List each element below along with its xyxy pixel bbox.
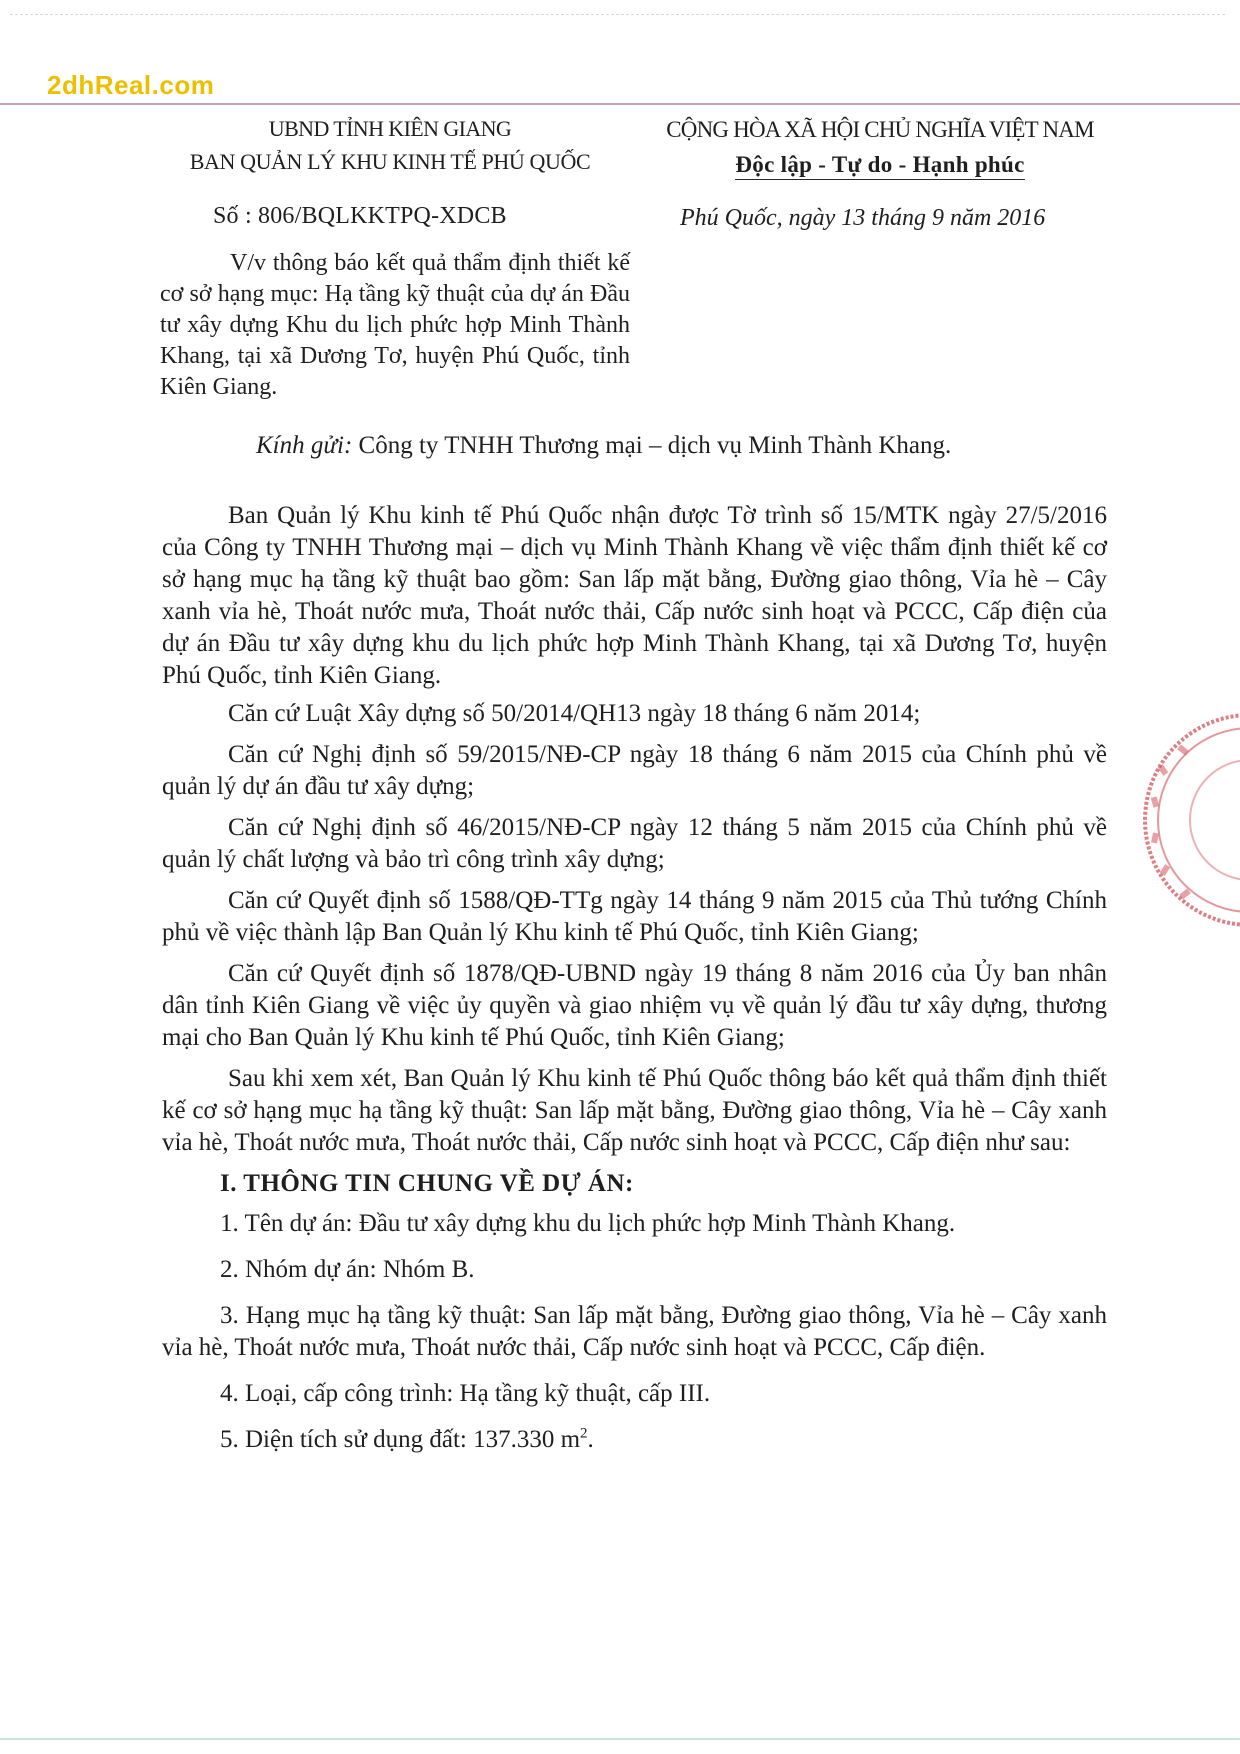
body-paragraph: Ban Quản lý Khu kinh tế Phú Quốc nhận được Tờ trình số 15/MTK ngày 27/5/2016 của Công ty TNHH Thương mại – dịch vụ Minh Thành Khang về việc thẩm định thiết kế cơ sở hạng mục hạ tầng kỹ thuật bao gồm: San lấp mặt bằng, Đường giao thông, Vỉa hè – Cây xanh vỉa hè, Thoát nước mưa, Thoát nước thải, Cấp nước sinh hoạt và PCCC, Cấp điện của dự án Đầu tư xây dựng khu du lịch phức hợp Minh Thành Khang, tại xã Dương Tơ, huyện Phú Quốc, tỉnh Kiên Giang.: [162, 502, 1107, 689]
place-date: Phú Quốc, ngày 13 tháng 9 năm 2016: [680, 205, 1046, 231]
top-rule: [0, 103, 1240, 105]
official-seal-stamp: [1140, 705, 1240, 935]
document-number: Số : 806/BQLKKTPQ-XDCB: [213, 203, 507, 229]
list-item: 4. Loại, cấp công trình: Hạ tầng kỹ thuật, cấp III.: [220, 1380, 711, 1407]
subject-block: [160, 248, 630, 403]
national-title: CỘNG HÒA XÃ HỘI CHỦ NGHĨA VIỆT NAM: [666, 117, 1094, 142]
area-superscript: 2: [580, 1425, 588, 1442]
bottom-rule: [0, 1738, 1240, 1740]
body-paragraph: Sau khi xem xét, Ban Quản lý Khu kinh tế Phú Quốc thông báo kết quả thẩm định thiết kế cơ sở hạng mục hạ tầng kỹ thuật: San lấp mặt bằng, Đường giao thông, Vỉa hè – Cây xanh vỉa hè, Thoát nước mưa, Thoát nước thải, Cấp nước sinh hoạt và PCCC, Cấp điện như sau:: [162, 1065, 1107, 1156]
list-item: 2. Nhóm dự án: Nhóm B.: [220, 1256, 475, 1283]
seal-icon: [1140, 705, 1240, 935]
greeting-label: Kính gửi:: [256, 432, 353, 459]
subject-text: V/v thông báo kết quả thẩm định thiết kế cơ sở hạng mục: Hạ tầng kỹ thuật của dự án Đầu tư xây dựng Khu du lịch phức hợp Minh Thành Khang, tại xã Dương Tơ, huyện Phú Quốc, tỉnh Kiên Giang.: [160, 250, 630, 400]
scan-edge-line: [10, 14, 1225, 15]
area-text: 5. Diện tích sử dụng đất: 137.330 m: [220, 1426, 581, 1453]
body-paragraph: Căn cứ Quyết định số 1588/QĐ-TTg ngày 14 tháng 9 năm 2015 của Thủ tướng Chính phủ về việc thành lập Ban Quản lý Khu kinh tế Phú Quốc, tỉnh Kiên Giang;: [162, 887, 1107, 946]
area-end: .: [587, 1426, 594, 1453]
letter-body: [162, 500, 1107, 1470]
authority-line-2: BAN QUẢN LÝ KHU KINH TẾ PHÚ QUỐC: [189, 149, 591, 174]
list-item: 3. Hạng mục hạ tầng kỹ thuật: San lấp mặt bằng, Đường giao thông, Vỉa hè – Cây xanh vỉa hè, Thoát nước mưa, Thoát nước thải, Cấp nước sinh hoạt và PCCC, Cấp điện.: [162, 1302, 1107, 1361]
issuing-authority-header: [150, 112, 630, 178]
national-header: [640, 112, 1120, 182]
national-motto: Độc lập - Tự do - Hạnh phúc: [735, 151, 1024, 180]
section-title: I. THÔNG TIN CHUNG VỀ DỰ ÁN:: [220, 1170, 634, 1197]
body-paragraph: Căn cứ Quyết định số 1878/QĐ-UBND ngày 19 tháng 8 năm 2016 của Ủy ban nhân dân tỉnh Kiên Giang về việc ủy quyền và giao nhiệm vụ về quản lý đầu tư xây dựng, thương mại cho Ban Quản lý Khu kinh tế Phú Quốc, tỉnh Kiên Giang;: [162, 960, 1107, 1051]
watermark-logo: 2dhReal.com: [47, 70, 215, 100]
greeting-line: [256, 432, 951, 460]
greeting-recipient: Công ty TNHH Thương mại – dịch vụ Minh Thành Khang.: [358, 432, 952, 459]
authority-line-1: UBND TỈNH KIÊN GIANG: [268, 116, 512, 141]
body-paragraph: Căn cứ Luật Xây dựng số 50/2014/QH13 ngày 18 tháng 6 năm 2014;: [228, 700, 921, 727]
body-paragraph: Căn cứ Nghị định số 46/2015/NĐ-CP ngày 12 tháng 5 năm 2015 của Chính phủ về quản lý chất lượng và bảo trì công trình xây dựng;: [162, 814, 1107, 873]
list-item: 1. Tên dự án: Đầu tư xây dựng khu du lịch phức hợp Minh Thành Khang.: [220, 1210, 956, 1237]
body-paragraph: Căn cứ Nghị định số 59/2015/NĐ-CP ngày 18 tháng 6 năm 2015 của Chính phủ về quản lý dự án đầu tư xây dựng;: [162, 741, 1107, 800]
list-item-area: [162, 1424, 1107, 1456]
